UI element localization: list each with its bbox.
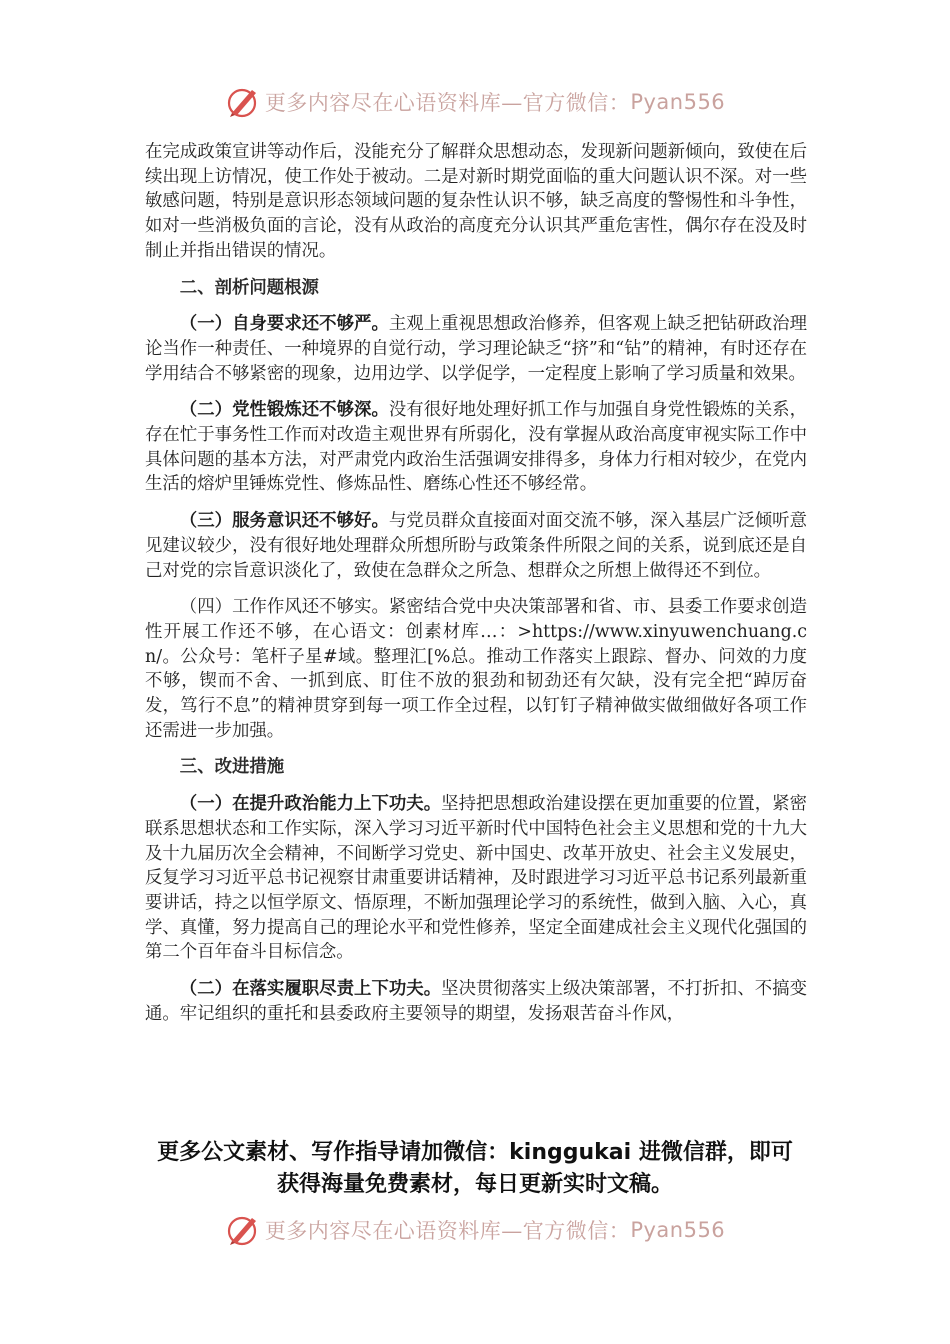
paragraph-lead: （二）在落实履职尽责上下功夫。: [179, 979, 442, 1000]
footer-brand-text: 更多内容尽在心语资料库—官方微信：: [264, 1219, 631, 1243]
promo-line-1: 更多公文素材、写作指导请加微信：kinggukai 进微信群，即可: [157, 1140, 793, 1165]
footer-brand-id: Pyan556: [630, 1218, 726, 1242]
paragraph-2-2: [145, 398, 807, 497]
paragraph-3-1: [145, 792, 807, 965]
section-heading-2: 二、剖析问题根源: [179, 277, 319, 298]
promo-line-2: 获得海量免费素材，每日更新实时文稿。: [276, 1172, 673, 1197]
header-banner: [0, 84, 950, 120]
paragraph-lead: （二）党性锻炼还不够深。: [179, 400, 389, 421]
header-brand-id: Pyan556: [630, 90, 726, 114]
pen-logo-icon: [225, 1212, 261, 1248]
paragraph-3-2: [145, 977, 807, 1026]
paragraph-2-1: [145, 312, 807, 386]
paragraph-text: 与党员群众直接面对面交流不够，深入基层广泛倾听意见建议较少，没有很好地处理群众所想所盼与政策条件所限之间的关系，说到底还是自己对党的宗旨意识淡化了，致使在急群众之所急、想群众之所想上做得还不到位。: [145, 511, 807, 581]
paragraph-lead: （一）在提升政治能力上下功夫。: [179, 794, 442, 815]
paragraph-lead: （一）自身要求还不够严。: [179, 314, 389, 335]
paragraph-text: 坚持把思想政治建设摆在更加重要的位置，紧密联系思想状态和工作实际，深入学习习近平新时代中国特色社会主义思想和党的十九大及十九届历次全会精神，不间断学习党史、新中国史、改革开放史、社会主义发展史，反复学习习近平总书记视察甘肃重要讲话精神，及时跟进学习习近平总书记系列最新重要讲话，持之以恒学原文、悟原理，不断加强理论学习的系统性，做到入脑、入心，真学、真懂，努力提高自己的理论水平和党性修养，坚定全面建成社会主义现代化强国的第二个百年奋斗目标信念。: [145, 794, 807, 963]
footer-banner: [0, 1212, 950, 1248]
paragraph-text: 坚决贯彻落实上级决策部署，不打折扣、不搞变通。牢记组织的重托和县委政府主要领导的期望，发扬艰苦奋斗作风，: [145, 979, 807, 1024]
document-body: [145, 140, 807, 1039]
pen-logo-icon: [225, 84, 261, 120]
paragraph-continued: 在完成政策宣讲等动作后，没能充分了解群众思想动态，发现新问题新倾向，致使在后续出现上访情况，使工作处于被动。二是对新时期党面临的重大问题认识不深。对一些敏感问题，特别是意识形态领域问题的复杂性认识不够，缺乏高度的警惕性和斗争性，如对一些消极负面的言论，没有从政治的高度充分认识其严重危害性，偶尔存在没及时制止并指出错误的情况。: [145, 142, 807, 261]
paragraph-lead: （三）服务意识还不够好。: [179, 511, 389, 532]
paragraph-2-4: （四）工作作风还不够实。紧密结合党中央决策部署和省、市、县委工作要求创造性开展工作还不够，在心语文：创素材库…：>https://www.xinyuwenchuang.cn/。公众号：笔杆子星#域。整理汇[%总。推动工作落实上跟踪、督办、问效的力度不够，锲而不舍、一抓到底、盯住不放的狠劲和韧劲还有欠缺，没有完全把“踔厉奋发，笃行不息”的精神贯穿到每一项工作全过程，以钉钉子精神做实做细做好各项工作还需进一步加强。: [145, 597, 807, 741]
header-brand-text: 更多内容尽在心语资料库—官方微信：: [264, 91, 631, 115]
section-heading-3: 三、改进措施: [179, 757, 285, 778]
paragraph-text: 没有很好地处理好抓工作与加强自身党性锻炼的关系，存在忙于事务性工作而对改造主观世界有所弱化，没有掌握从政治高度审视实际工作中具体问题的基本方法，对严肃党内政治生活强调安排得多，身体力行相对较少，在党内生活的熔炉里锤炼党性、修炼品性、磨练心性还不够经常。: [145, 400, 807, 495]
promo-notice: [0, 1137, 950, 1201]
paragraph-text: 主观上重视思想政治修养，但客观上缺乏把钻研政治理论当作一种责任、一种境界的自觉行动，学习理论缺乏“挤”和“钻”的精神，有时还存在学用结合不够紧密的现象，边用边学、以学促学，一定程度上影响了学习质量和效果。: [145, 314, 807, 384]
paragraph-2-3: [145, 509, 807, 583]
